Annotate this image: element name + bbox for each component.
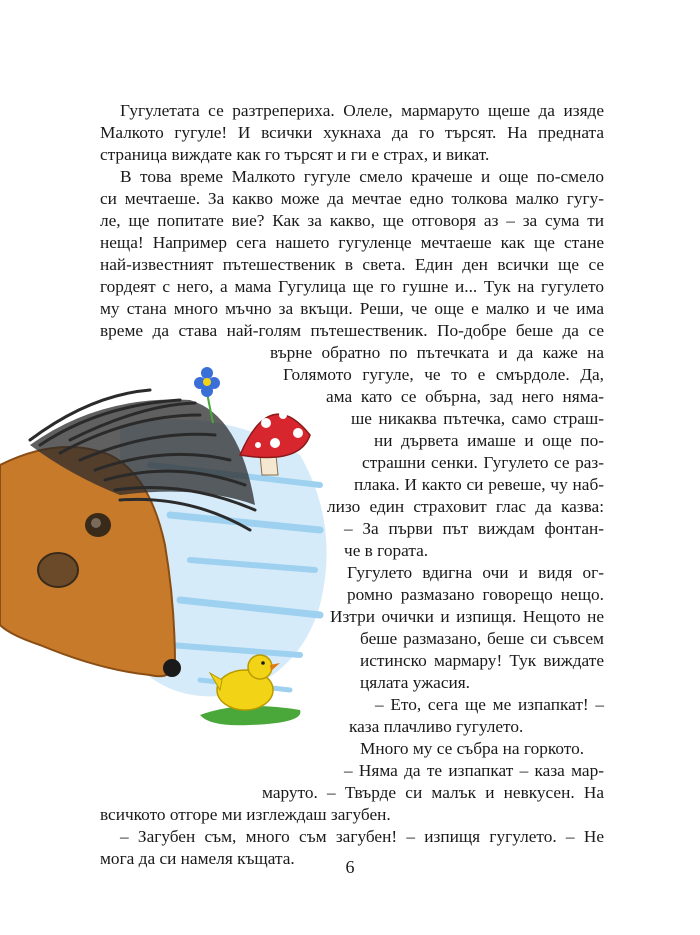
text-line: ромно размазано говорещо нещо. [347, 585, 604, 604]
text-line: ле, ще попитате вие? Как за какво, ще отговоря аз – за сума ти [100, 211, 604, 230]
text-line: – За първи път виждам фонтан- [344, 519, 604, 538]
text-line: – Няма да те изпапкат – каза мар- [344, 761, 604, 780]
text-line: каза плачливо гугулето. [349, 717, 524, 736]
hedgehog-nose [163, 659, 181, 677]
text-line: му стана много мъчно за вкъщи. Реши, че още е малко и че има [100, 299, 604, 318]
text-line: страница виждате как го търсят и ги е страх, и викат. [100, 145, 490, 164]
text-line: истинско мармару! Тук виждате [360, 651, 604, 670]
text-line: маруто. – Твърде си малък и невкусен. На [262, 783, 604, 802]
text-line: Голямото гугуле, че то е смърдоле. Да, [283, 365, 604, 384]
text-line: страшни сенки. Гугулето се раз- [362, 453, 604, 472]
hedgehog-ear [38, 553, 78, 587]
text-line: Много му се събра на горкото. [360, 739, 585, 758]
text-line: гордеят с него, а мама Гугулица ще го гушне и... Тук на гугулето [100, 277, 604, 296]
text-line: неща! Например сега нашето гугуленце мечтаеше как ще стане [100, 233, 604, 252]
text-line: Гугулетата се разтрепериха. Олеле, мармаруто щеше да изяде [120, 101, 604, 120]
text-line: беше размазано, беше си съвсем [360, 629, 604, 648]
text-line: че в гората. [344, 541, 429, 560]
text-line: лизо един страховит глас да казва: [327, 497, 604, 516]
text-line: мога да си намеля къщата. [100, 849, 295, 868]
hedgehog-illustration [0, 345, 345, 745]
text-line: всичкото отгоре ми изглеждаш загубен. [100, 805, 391, 824]
text-line: време да става най-голям пътешественик. По-добре беше да се [100, 321, 604, 340]
text-line: си мечтаеше. За какво може да мечтае едно толкова малко гугу- [100, 189, 604, 208]
text-line: Гугулето вдигна очи и видя ог- [347, 563, 604, 582]
text-line: ама като се обърна, зад него няма- [326, 387, 604, 406]
text-line: цялата ужасия. [360, 673, 471, 692]
text-line: ни дървета имаше и още по- [374, 431, 604, 450]
text-line: върне обратно по пътечката и да каже на [270, 343, 604, 362]
text-line: Изтри очички и изпищя. Нещото не [330, 607, 604, 626]
hedgehog-eye [85, 513, 111, 537]
text-line: – Ето, сега ще ме изпапкат! – [375, 695, 604, 714]
text-line: плака. И както си ревеше, чу наб- [354, 475, 604, 494]
text-line: Малкото гугуле! И всички хукнаха да го търсят. На предната [100, 123, 604, 142]
text-line: В това време Малкото гугуле смело крачеше и още по-смело [120, 167, 604, 186]
page-number: 6 [345, 857, 355, 877]
text-line: най-известният пътешественик в света. Един ден всички ще се [100, 255, 604, 274]
text-line: ше никаква пътечка, само страш- [351, 409, 604, 428]
text-line: – Загубен съм, много съм загубен! – изпищя гугулето. – Не [120, 827, 604, 846]
